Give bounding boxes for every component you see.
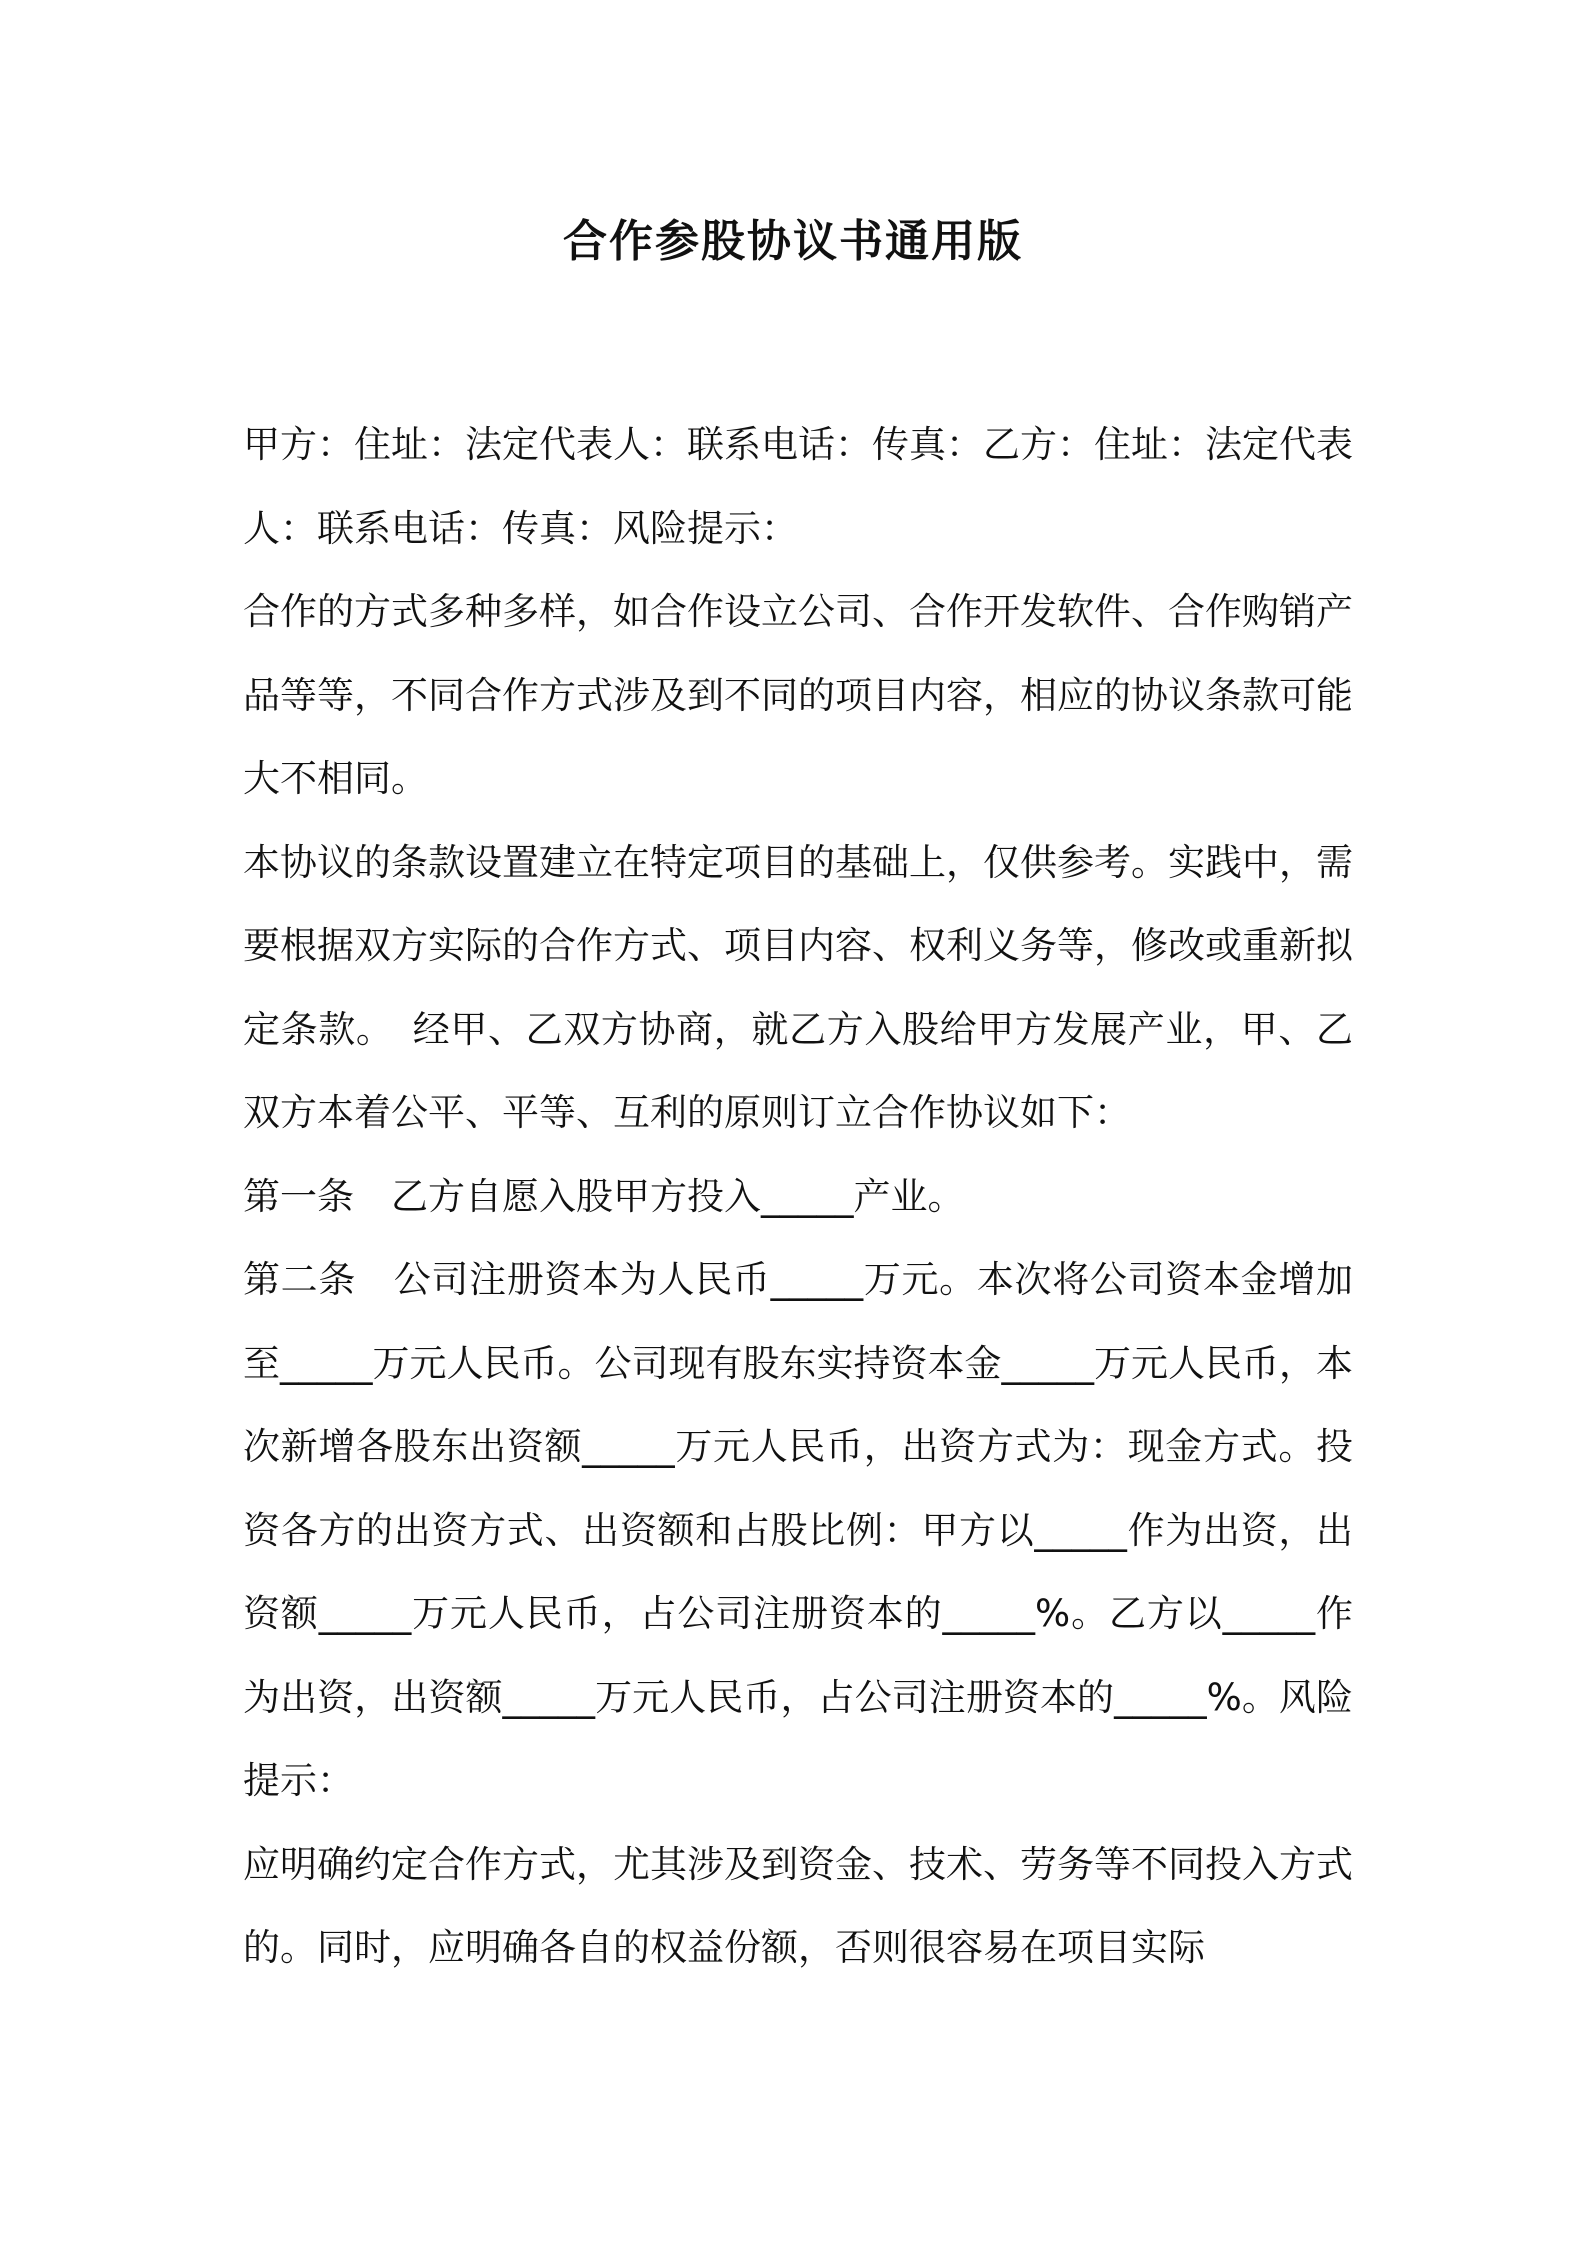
document-title: 合作参股协议书通用版 — [563, 216, 1023, 267]
paragraph-article-1: 第一条 乙方自愿入股甲方投入_____产业。 — [243, 1174, 965, 1218]
paragraph-parties: 甲方：住址：法定代表人：联系电话：传真：乙方：住址：法定代表人：联系电话：传真：风险提示： — [243, 423, 1353, 550]
paragraph-article-2: 第二条 公司注册资本为人民币_____万元。本次将公司资本金增加至_____万元人民币。公司现有股东实持资本金_____万元人民币，本次新增各股东出资额_____万元人民币，出资方式为：现金方式。投资各方的出资方式、出资额和占股比例：甲方以_____作为出资，出资额_____万元人民币，占公司注册资本的_____%。乙方以_____作为出资，出资额_____万元人民币，占公司注册资本的_____%。风险提示： — [243, 1258, 1353, 1802]
paragraph-agreement-basis: 本协议的条款设置建立在特定项目的基础上，仅供参考。实践中，需要根据双方实际的合作方式、项目内容、权利义务等，修改或重新拟定条款。 经甲、乙双方协商，就乙方入股给甲方发展产业，甲、乙双方本着公平、平等、互利的原则订立合作协议如下： — [243, 840, 1353, 1134]
paragraph-risk-notice: 应明确约定合作方式，尤其涉及到资金、技术、劳务等不同投入方式的。同时，应明确各自的权益份额，否则很容易在项目实际 — [243, 1842, 1353, 1969]
document-body — [243, 403, 1353, 1990]
paragraph-cooperation-methods: 合作的方式多种多样，如合作设立公司、合作开发软件、合作购销产品等等，不同合作方式涉及到不同的项目内容，相应的协议条款可能大不相同。 — [243, 590, 1353, 800]
